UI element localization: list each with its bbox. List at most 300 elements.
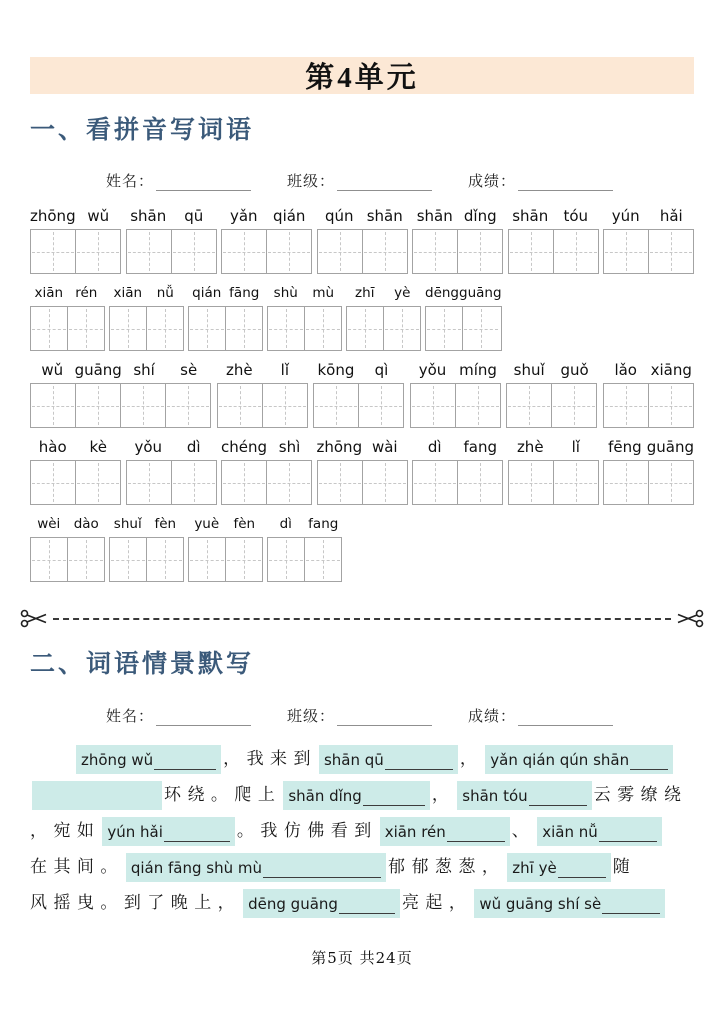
answer-blank-line (363, 791, 425, 806)
pinyin-word (221, 206, 312, 226)
pinyin-syllable: kōng (317, 361, 355, 380)
scissors-icon (20, 609, 48, 628)
text-run: 、 (511, 820, 536, 841)
word-unit (317, 206, 408, 274)
pinyin-writing-grid-rows (30, 206, 694, 582)
writing-cell (147, 538, 183, 581)
writing-cell (649, 230, 693, 273)
pinyin-syllable: shuǐ (113, 516, 142, 533)
highlight-fill-blank (283, 781, 430, 810)
dictation-paragraph (30, 741, 694, 921)
pinyin-word (30, 283, 105, 303)
writing-cell (314, 384, 359, 427)
word-unit (217, 360, 308, 428)
writing-box-group (317, 460, 408, 505)
writing-cell (226, 307, 262, 350)
class-field (287, 705, 432, 726)
pinyin-syllable: dì (427, 438, 442, 457)
class-blank-line (337, 712, 432, 726)
pinyin-word (603, 437, 694, 457)
pinyin-syllable: sè (180, 361, 198, 380)
pinyin-prompt: xiān rén (384, 822, 446, 841)
word-unit (109, 283, 184, 351)
class-field (287, 170, 432, 191)
highlight-fill-blank (102, 817, 235, 846)
page-number: 第5页 共24页 (311, 948, 413, 967)
writing-box-group (313, 383, 404, 428)
pinyin-word (126, 437, 217, 457)
pinyin-prompt: xiān nǚ (542, 822, 598, 841)
writing-box-group (109, 306, 184, 351)
writing-cell (509, 230, 554, 273)
pinyin-syllable: rén (75, 285, 98, 302)
pinyin-word (603, 206, 694, 226)
pinyin-syllable: xiān (113, 285, 143, 302)
word-unit (506, 360, 597, 428)
pinyin-syllable: yǒu (418, 361, 447, 380)
pinyin-syllable: qū (184, 207, 204, 226)
pinyin-syllable: yún (611, 207, 640, 226)
writing-cell (604, 230, 649, 273)
writing-cell (456, 384, 500, 427)
unit-title-bar (30, 57, 694, 94)
pinyin-syllable: shān (416, 207, 453, 226)
pinyin-syllable: hào (38, 438, 67, 457)
writing-box-group (30, 460, 121, 505)
paragraph-line (30, 741, 694, 777)
score-blank-line (518, 712, 613, 726)
writing-cell (127, 461, 172, 504)
unit-title: 第4单元 (305, 62, 419, 94)
pinyin-prompt: wǔ guāng shí sè (479, 894, 602, 913)
score-field (468, 170, 613, 191)
pinyin-word (267, 283, 342, 303)
writing-cell (305, 538, 341, 581)
pinyin-word (317, 437, 408, 457)
answer-blank-line (447, 827, 505, 842)
answer-blank-line (339, 899, 395, 914)
highlight-fill-blank (126, 853, 386, 882)
word-unit (410, 360, 501, 428)
name-field (106, 705, 251, 726)
pinyin-syllable: zhè (226, 361, 253, 380)
pinyin-syllable: lǎo (614, 361, 637, 380)
class-label: 班级： (287, 172, 336, 191)
word-unit (313, 360, 404, 428)
text-run: 云雾缭绕 (593, 784, 688, 805)
word-unit (30, 283, 105, 351)
writing-box-group (188, 306, 263, 351)
writing-cell (463, 307, 499, 350)
pinyin-prompt: qián fāng shù mù (130, 858, 262, 877)
text-run: 环绕。爬上 (164, 784, 282, 805)
writing-cell (413, 230, 458, 273)
pinyin-syllable: fāng (229, 285, 260, 302)
writing-cell (76, 384, 121, 427)
writing-cell (127, 230, 172, 273)
name-label: 姓名： (106, 706, 155, 725)
pinyin-word (221, 437, 312, 457)
pinyin-syllable: míng (459, 361, 497, 380)
writing-cell (31, 384, 76, 427)
pinyin-word (412, 437, 503, 457)
pinyin-word (109, 514, 184, 534)
name-field (106, 170, 251, 191)
writing-box-group (412, 460, 503, 505)
writing-box-group (317, 229, 408, 274)
pinyin-syllable: zhè (516, 438, 544, 457)
writing-cell (268, 538, 305, 581)
text-run: 郁郁葱葱， (387, 856, 506, 877)
text-run: ， (431, 784, 456, 805)
writing-cell (218, 384, 263, 427)
pinyin-syllable: fang (308, 516, 339, 533)
writing-box-group (412, 229, 503, 274)
pinyin-syllable: shuǐ (513, 361, 545, 380)
pinyin-syllable: dì (186, 438, 201, 457)
pinyin-word (508, 206, 599, 226)
pinyin-prompt: yǎn qián qún shān (490, 750, 630, 769)
word-unit (603, 360, 694, 428)
pinyin-word (508, 437, 599, 457)
writing-box-group (30, 537, 105, 582)
pinyin-syllable: guāng (459, 285, 502, 302)
writing-cell (110, 538, 147, 581)
answer-blank-line (529, 791, 587, 806)
answer-blank-line (630, 755, 668, 770)
text-run: 随 (612, 856, 637, 877)
highlight-fill-blank (507, 853, 610, 882)
pinyin-syllable: nǚ (156, 285, 174, 302)
writing-cell (110, 307, 147, 350)
word-unit (508, 437, 599, 505)
pinyin-row (30, 514, 694, 582)
section1-heading: 一、看拼音写词语 (30, 117, 255, 144)
answer-blank-line (558, 863, 606, 878)
pinyin-syllable: guāng (646, 438, 694, 457)
writing-cell (458, 461, 502, 504)
pinyin-word (30, 360, 211, 380)
writing-cell (507, 384, 552, 427)
word-unit (317, 437, 408, 505)
writing-box-group (30, 383, 211, 428)
writing-cell (222, 230, 267, 273)
word-unit (30, 514, 105, 582)
writing-box-group (410, 383, 501, 428)
writing-box-group (506, 383, 597, 428)
text-run: ， (459, 748, 484, 769)
writing-box-group (425, 306, 502, 351)
writing-cell (189, 538, 226, 581)
pinyin-word (425, 283, 502, 303)
writing-cell (426, 307, 463, 350)
highlight-fill-blank (457, 781, 591, 810)
pinyin-syllable: tóu (563, 207, 589, 226)
pinyin-syllable: qún (324, 207, 354, 226)
writing-box-group (221, 229, 312, 274)
writing-cell (268, 307, 305, 350)
writing-cell (604, 384, 649, 427)
writing-cell (147, 307, 183, 350)
pinyin-syllable: mù (312, 285, 335, 302)
pinyin-word (317, 206, 408, 226)
name-class-score-line (106, 170, 694, 191)
score-blank-line (518, 177, 613, 191)
writing-cell (267, 461, 311, 504)
pinyin-word (188, 514, 263, 534)
writing-cell (172, 230, 216, 273)
writing-cell (222, 461, 267, 504)
writing-cell (121, 384, 166, 427)
answer-blank-line (599, 827, 657, 842)
text-run: ，宛如 (30, 820, 101, 841)
writing-cell (552, 384, 596, 427)
word-unit (221, 206, 312, 274)
writing-cell (509, 461, 554, 504)
writing-box-group (603, 229, 694, 274)
pinyin-row (30, 437, 694, 505)
answer-blank-line (263, 863, 381, 878)
word-unit (30, 360, 211, 428)
pinyin-word (217, 360, 308, 380)
pinyin-syllable: guāng (74, 361, 122, 380)
pinyin-syllable: yǒu (134, 438, 163, 457)
writing-cell (76, 230, 120, 273)
pinyin-word (410, 360, 501, 380)
class-blank-line (337, 177, 432, 191)
pinyin-syllable: qì (374, 361, 389, 380)
word-unit (603, 206, 694, 274)
pinyin-prompt: dēng guāng (248, 894, 338, 913)
writing-cell (172, 461, 216, 504)
highlight-fill-blank (485, 745, 673, 774)
pinyin-word (313, 360, 404, 380)
pinyin-syllable: fèn (154, 516, 177, 533)
writing-cell (363, 461, 407, 504)
pinyin-syllable: qián (273, 207, 306, 226)
text-run: 亮起， (401, 892, 473, 913)
writing-cell (554, 461, 598, 504)
writing-cell (31, 307, 68, 350)
paragraph-line (30, 813, 694, 849)
pinyin-syllable: xiān (34, 285, 64, 302)
pinyin-syllable: wài (371, 438, 398, 457)
paragraph-line (30, 777, 694, 813)
pinyin-word (30, 514, 105, 534)
writing-cell (347, 307, 384, 350)
pinyin-word (30, 437, 121, 457)
pinyin-word (109, 283, 184, 303)
writing-cell (363, 230, 407, 273)
pinyin-prompt: shān qū (323, 750, 384, 769)
highlight-fill-blank (32, 781, 162, 810)
pinyin-syllable: dēng (425, 285, 460, 302)
pinyin-syllable: wǔ (41, 361, 64, 380)
word-unit (30, 206, 121, 274)
writing-cell (604, 461, 649, 504)
word-unit (346, 283, 421, 351)
word-unit (188, 283, 263, 351)
writing-cell (384, 307, 420, 350)
word-unit (30, 437, 121, 505)
pinyin-syllable: qián (192, 285, 222, 302)
score-label: 成绩： (468, 706, 517, 725)
word-unit (267, 283, 342, 351)
pinyin-word (346, 283, 421, 303)
writing-cell (359, 384, 403, 427)
pinyin-prompt: shān dǐng (288, 786, 362, 805)
paragraph-line (30, 849, 694, 885)
answer-blank-line (154, 755, 216, 770)
pinyin-syllable: shì (278, 438, 301, 457)
pinyin-syllable: hǎi (659, 207, 683, 226)
pinyin-syllable: guǒ (560, 361, 589, 380)
writing-box-group (267, 537, 342, 582)
highlight-fill-blank (319, 745, 458, 774)
pinyin-syllable: yǎn (229, 207, 258, 226)
scissors-icon (676, 609, 704, 628)
writing-cell (68, 538, 104, 581)
pinyin-prompt: yún hǎi (107, 822, 163, 841)
writing-cell (31, 461, 76, 504)
text-run: 。我仿佛看到 (236, 820, 378, 841)
writing-cell (413, 461, 458, 504)
pinyin-word (30, 206, 121, 226)
word-unit (267, 514, 342, 582)
paragraph-line (30, 885, 694, 921)
highlight-fill-blank (537, 817, 662, 846)
writing-cell (554, 230, 598, 273)
writing-cell (31, 538, 68, 581)
pinyin-syllable: shān (512, 207, 549, 226)
pinyin-prompt: zhōng wǔ (81, 750, 154, 769)
cut-dashes (53, 618, 671, 620)
writing-box-group (508, 229, 599, 274)
pinyin-word (126, 206, 217, 226)
writing-box-group (109, 537, 184, 582)
writing-box-group (126, 229, 217, 274)
score-field (468, 705, 613, 726)
pinyin-syllable: wǔ (87, 207, 110, 226)
writing-box-group (30, 229, 121, 274)
pinyin-syllable: fang (463, 438, 497, 457)
word-unit (188, 514, 263, 582)
cut-line (20, 609, 704, 628)
writing-cell (166, 384, 210, 427)
writing-cell (267, 230, 311, 273)
pinyin-syllable: shān (130, 207, 167, 226)
class-label: 班级： (287, 706, 336, 725)
name-blank-line (156, 177, 251, 191)
pinyin-word (603, 360, 694, 380)
pinyin-syllable: yè (394, 285, 411, 302)
writing-box-group (30, 306, 105, 351)
answer-blank-line (164, 827, 230, 842)
writing-cell (649, 461, 693, 504)
writing-cell (305, 307, 341, 350)
writing-box-group (267, 306, 342, 351)
writing-cell (411, 384, 456, 427)
word-unit (109, 514, 184, 582)
writing-box-group (346, 306, 421, 351)
name-class-score-line (106, 705, 694, 726)
writing-box-group (188, 537, 263, 582)
highlight-fill-blank (76, 745, 221, 774)
highlight-fill-blank (243, 889, 400, 918)
word-unit (603, 437, 694, 505)
writing-box-group (221, 460, 312, 505)
pinyin-syllable: shù (273, 285, 298, 302)
pinyin-row (30, 283, 694, 351)
writing-cell (649, 384, 693, 427)
writing-cell (189, 307, 226, 350)
text-run: ，我来到 (223, 748, 317, 769)
pinyin-syllable: xiāng (650, 361, 692, 380)
writing-cell (318, 230, 363, 273)
pinyin-syllable: kè (89, 438, 107, 457)
score-label: 成绩： (468, 172, 517, 191)
section2-heading: 二、词语情景默写 (30, 651, 255, 679)
pinyin-syllable: shān (366, 207, 403, 226)
pinyin-syllable: fèn (233, 516, 256, 533)
answer-blank-line (602, 899, 660, 914)
pinyin-syllable: zhōng (316, 438, 363, 457)
pinyin-syllable: yuè (194, 516, 220, 533)
word-unit (126, 206, 217, 274)
pinyin-syllable: zhōng (30, 207, 76, 226)
word-unit (412, 437, 503, 505)
word-unit (425, 283, 502, 351)
writing-box-group (508, 460, 599, 505)
pinyin-syllable: lǐ (571, 438, 580, 457)
word-unit (412, 206, 503, 274)
answer-blank-line (385, 755, 453, 770)
writing-cell (68, 307, 104, 350)
highlight-fill-blank (380, 817, 510, 846)
writing-cell (31, 230, 76, 273)
pinyin-prompt: zhī yè (512, 858, 557, 877)
pinyin-word (412, 206, 503, 226)
pinyin-syllable: wèi (37, 516, 61, 533)
writing-box-group (603, 383, 694, 428)
text-run: 在其间。 (30, 856, 124, 877)
pinyin-syllable: lǐ (280, 361, 290, 380)
pinyin-syllable: shí (133, 361, 155, 380)
writing-box-group (217, 383, 308, 428)
pinyin-word (267, 514, 342, 534)
name-label: 姓名： (106, 172, 155, 191)
pinyin-row (30, 360, 694, 428)
writing-cell (263, 384, 307, 427)
word-unit (126, 437, 217, 505)
pinyin-syllable: dǐng (463, 207, 497, 226)
highlight-fill-blank (474, 889, 665, 918)
pinyin-syllable: zhī (355, 285, 375, 302)
text-run: 风摇曳。到了晚上， (30, 892, 242, 913)
writing-box-group (603, 460, 694, 505)
word-unit (508, 206, 599, 274)
pinyin-prompt: shān tóu (462, 786, 528, 805)
writing-cell (226, 538, 262, 581)
word-unit (221, 437, 312, 505)
writing-box-group (126, 460, 217, 505)
writing-cell (76, 461, 120, 504)
writing-cell (458, 230, 502, 273)
pinyin-word (188, 283, 263, 303)
pinyin-word (506, 360, 597, 380)
writing-cell (318, 461, 363, 504)
pinyin-syllable: fēng (608, 438, 642, 457)
